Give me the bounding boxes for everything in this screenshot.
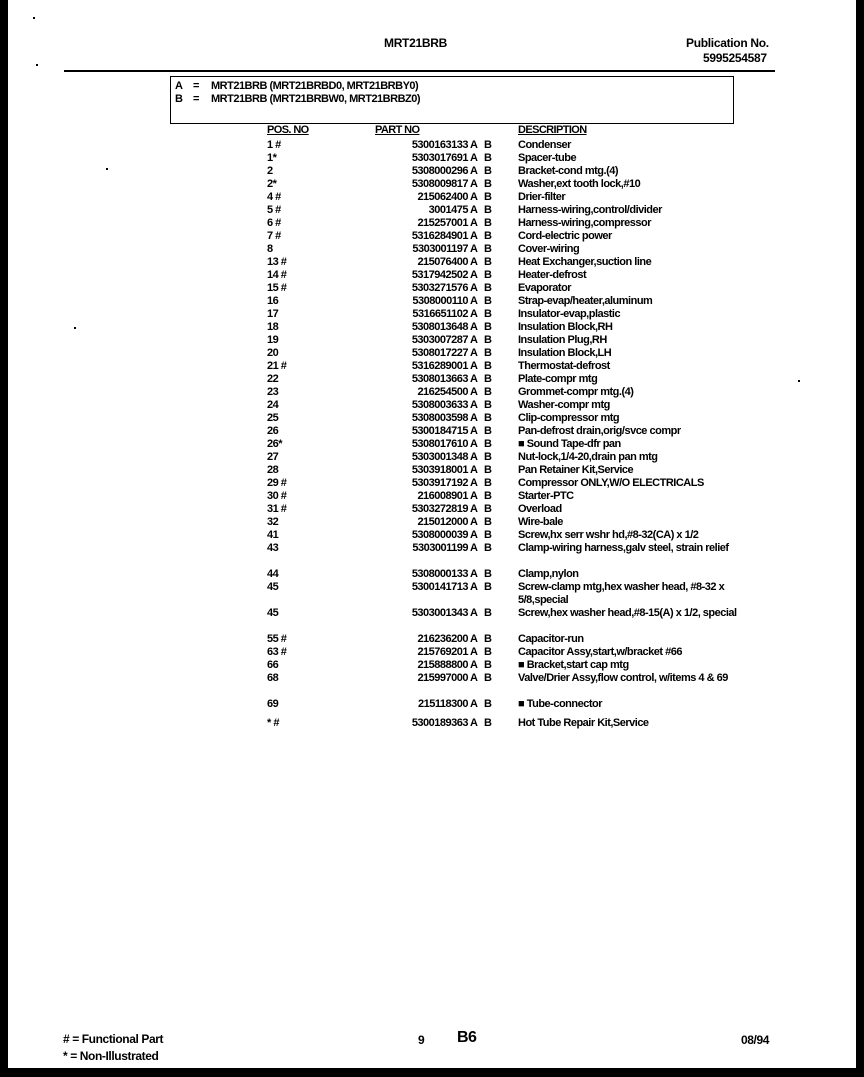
variant-b-flag: B xyxy=(484,360,492,372)
part-description: Nut-lock,1/4-20,drain pan mtg xyxy=(518,451,658,463)
table-row xyxy=(0,607,864,633)
part-number: 5303917192 xyxy=(411,477,468,489)
variant-a-flag: A xyxy=(470,373,478,385)
variant-b-flag: B xyxy=(484,451,492,463)
variant-b-flag: B xyxy=(484,568,492,580)
publication-label: Publication No. xyxy=(686,36,769,50)
variant-b-flag: B xyxy=(484,321,492,333)
variant-b-flag: B xyxy=(484,633,492,645)
part-number: 5303001348 xyxy=(411,451,468,463)
variant-a-flag: A xyxy=(470,347,478,359)
variant-b-flag: B xyxy=(484,347,492,359)
table-row xyxy=(0,698,864,711)
table-row xyxy=(0,191,864,204)
variant-b-flag: B xyxy=(484,516,492,528)
variant-b-flag: B xyxy=(484,399,492,411)
part-number: 215769201 xyxy=(417,646,468,658)
position-number: 24 xyxy=(267,399,279,411)
variant-b-flag: B xyxy=(484,152,492,164)
table-row xyxy=(0,451,864,464)
part-description: Wire-bale xyxy=(518,516,563,528)
variant-a-flag: A xyxy=(470,399,478,411)
position-number: 41 xyxy=(267,529,279,541)
part-number: 3001475 xyxy=(428,204,468,216)
table-row xyxy=(0,230,864,243)
table-row xyxy=(0,360,864,373)
part-number: 5300141713 xyxy=(411,581,468,593)
part-description: Pan-defrost drain,orig/svce compr xyxy=(518,425,681,437)
position-number: 15 # xyxy=(267,282,287,294)
column-header-part: PART NO xyxy=(375,124,420,136)
part-number: 5308003598 xyxy=(411,412,468,424)
table-row xyxy=(0,425,864,438)
part-description: Heater-defrost xyxy=(518,269,587,281)
variant-b-flag: B xyxy=(484,646,492,658)
position-number: 18 xyxy=(267,321,279,333)
part-number: 215997000 xyxy=(417,672,468,684)
position-number: 4 # xyxy=(267,191,281,203)
variant-a-flag: A xyxy=(470,386,478,398)
legend-non-illustrated: * = Non-Illustrated xyxy=(63,1049,159,1063)
part-description: Thermostat-defrost xyxy=(518,360,610,372)
variant-a-flag: A xyxy=(470,334,478,346)
variant-b-flag: B xyxy=(484,529,492,541)
variant-b-flag: B xyxy=(484,477,492,489)
part-number: 5308013663 xyxy=(411,373,468,385)
part-number: 5308009817 xyxy=(411,178,468,190)
variant-b-flag: B xyxy=(484,334,492,346)
variant-b-flag: B xyxy=(484,308,492,320)
part-description: Condenser xyxy=(518,139,571,151)
variant-a-flag: A xyxy=(470,425,478,437)
position-number: 1* xyxy=(267,152,277,164)
table-row xyxy=(0,334,864,347)
variant-b-flag: B xyxy=(484,438,492,450)
table-row xyxy=(0,568,864,581)
position-number: 22 xyxy=(267,373,279,385)
position-number: 43 xyxy=(267,542,279,554)
variant-code: B xyxy=(175,93,183,105)
position-number: 30 # xyxy=(267,490,287,502)
variant-b-flag: B xyxy=(484,269,492,281)
scan-mark xyxy=(33,17,35,19)
part-number: 5308000110 xyxy=(412,295,468,307)
part-description: Insulator-evap,plastic xyxy=(518,308,621,320)
table-row xyxy=(0,672,864,698)
variant-b-flag: B xyxy=(484,659,492,671)
table-row xyxy=(0,269,864,282)
table-row xyxy=(0,373,864,386)
table-row xyxy=(0,529,864,542)
variant-b-flag: B xyxy=(484,464,492,476)
variant-a-flag: A xyxy=(470,672,478,684)
variant-b-flag: B xyxy=(484,204,492,216)
part-description: Bracket-cond mtg.(4) xyxy=(518,165,619,177)
part-description: Hot Tube Repair Kit,Service xyxy=(518,717,649,729)
part-number: 216236200 xyxy=(417,633,468,645)
variant-a-flag: A xyxy=(470,451,478,463)
variant-b-flag: B xyxy=(484,425,492,437)
variant-a-flag: A xyxy=(470,698,478,710)
part-description: ■ Tube-connector xyxy=(518,698,602,710)
part-number: 215888800 xyxy=(417,659,468,671)
part-number: 5300184715 xyxy=(411,425,468,437)
part-number: 5308017227 xyxy=(411,347,468,359)
publication-date: 08/94 xyxy=(741,1033,770,1047)
variant-a-flag: A xyxy=(470,269,478,281)
position-number: 21 # xyxy=(267,360,287,372)
variant-b-flag: B xyxy=(484,581,492,593)
part-number: 5316289001 xyxy=(411,360,468,372)
position-number: 68 xyxy=(267,672,279,684)
part-number: 5316284901 xyxy=(411,230,468,242)
variant-b-flag: B xyxy=(484,717,492,729)
part-number: 5308013648 xyxy=(411,321,468,333)
part-number: 215076400 xyxy=(417,256,468,268)
position-number: 55 # xyxy=(267,633,287,645)
publication-number: 5995254587 xyxy=(703,51,767,65)
part-number: 5303001343 xyxy=(411,607,468,619)
part-number: 215257001 xyxy=(417,217,468,229)
variant-text: MRT21BRB (MRT21BRBD0, MRT21BRBY0) xyxy=(211,80,419,92)
column-header-pos: POS. NO xyxy=(267,124,309,136)
variant-a-flag: A xyxy=(470,217,478,229)
part-description: Insulation Block,RH xyxy=(518,321,613,333)
part-number: 215118300 xyxy=(418,698,468,710)
table-row xyxy=(0,542,864,568)
table-row xyxy=(0,139,864,152)
variant-b-flag: B xyxy=(484,217,492,229)
table-row xyxy=(0,178,864,191)
position-number: 2 xyxy=(267,165,273,177)
table-row xyxy=(0,308,864,321)
part-number: 215062400 xyxy=(417,191,468,203)
part-description: Washer-compr mtg xyxy=(518,399,610,411)
position-number: 45 xyxy=(267,607,279,619)
part-number: 5303007287 xyxy=(411,334,468,346)
table-row xyxy=(0,646,864,659)
part-description: Screw,hx serr wshr hd,#8-32(CA) x 1/2 xyxy=(518,529,699,541)
legend-functional: # = Functional Part xyxy=(63,1032,164,1046)
variant-a-flag: A xyxy=(470,165,478,177)
variant-a-flag: A xyxy=(470,633,478,645)
table-row xyxy=(0,477,864,490)
position-number: 1 # xyxy=(267,139,281,151)
part-description: Starter-PTC xyxy=(518,490,574,502)
position-number: 29 # xyxy=(267,477,287,489)
part-description: Evaporator xyxy=(518,282,572,294)
variant-legend-box xyxy=(170,76,734,124)
variant-b-flag: B xyxy=(484,542,492,554)
part-description: Compressor ONLY,W/O ELECTRICALS xyxy=(518,477,704,489)
table-row xyxy=(0,386,864,399)
position-number: 66 xyxy=(267,659,279,671)
part-number: 5316651102 xyxy=(412,308,468,320)
position-number: 25 xyxy=(267,412,279,424)
part-description: Screw,hex washer head,#8-15(A) x 1/2, special xyxy=(518,607,737,619)
variant-a-flag: A xyxy=(470,178,478,190)
part-description: Pan Retainer Kit,Service xyxy=(518,464,634,476)
variant-a-flag: A xyxy=(470,256,478,268)
part-description: Cover-wiring xyxy=(518,243,580,255)
variant-a-flag: A xyxy=(470,360,478,372)
position-number: 8 xyxy=(267,243,273,255)
variant-a-flag: A xyxy=(470,152,478,164)
variant-b-flag: B xyxy=(484,295,492,307)
table-row xyxy=(0,581,864,607)
variant-a-flag: A xyxy=(470,503,478,515)
variant-line-b xyxy=(175,93,420,105)
part-description: Screw-clamp mtg,hex washer head, #8-32 x 5/8,special xyxy=(518,581,725,606)
variant-a-flag: A xyxy=(470,438,478,450)
part-description: Washer,ext tooth lock,#10 xyxy=(518,178,641,190)
variant-a-flag: A xyxy=(470,516,478,528)
variant-a-flag: A xyxy=(470,139,478,151)
part-number: 5303001199 xyxy=(412,542,468,554)
part-number: 5317942502 xyxy=(411,269,468,281)
position-number: 5 # xyxy=(267,204,281,216)
variant-b-flag: B xyxy=(484,230,492,242)
position-number: 2* xyxy=(267,178,277,190)
table-row xyxy=(0,464,864,477)
part-description: Capacitor-run xyxy=(518,633,584,645)
position-number: 44 xyxy=(267,568,279,580)
table-row xyxy=(0,152,864,165)
part-description: ■ Bracket,start cap mtg xyxy=(518,659,629,671)
position-number: 32 xyxy=(267,516,279,528)
table-row xyxy=(0,321,864,334)
position-number: 6 # xyxy=(267,217,281,229)
position-number: 13 # xyxy=(267,256,287,268)
part-number: 5303271576 xyxy=(411,282,468,294)
part-description: Insulation Plug,RH xyxy=(518,334,607,346)
part-description: Capacitor Assy,start,w/bracket #66 xyxy=(518,646,682,658)
table-row xyxy=(0,659,864,672)
position-number: 23 xyxy=(267,386,279,398)
position-number: 7 # xyxy=(267,230,281,242)
variant-b-flag: B xyxy=(484,373,492,385)
variant-a-flag: A xyxy=(470,529,478,541)
variant-a-flag: A xyxy=(470,477,478,489)
part-description: Drier-filter xyxy=(518,191,566,203)
part-description: Overload xyxy=(518,503,562,515)
variant-b-flag: B xyxy=(484,503,492,515)
part-description: Clamp-wiring harness,galv steel, strain relief xyxy=(518,542,729,554)
position-number: 26 xyxy=(267,425,279,437)
part-number: 5308017610 xyxy=(411,438,468,450)
variant-b-flag: B xyxy=(484,698,492,710)
variant-b-flag: B xyxy=(484,243,492,255)
variant-b-flag: B xyxy=(484,139,492,151)
table-row xyxy=(0,243,864,256)
variant-equals: = xyxy=(193,80,199,92)
variant-b-flag: B xyxy=(484,282,492,294)
part-description: Clamp,nylon xyxy=(518,568,579,580)
table-row xyxy=(0,490,864,503)
part-description: Cord-electric power xyxy=(518,230,612,242)
variant-a-flag: A xyxy=(470,243,478,255)
variant-a-flag: A xyxy=(470,568,478,580)
part-number: 216008901 xyxy=(417,490,468,502)
part-description: ■ Sound Tape-dfr pan xyxy=(518,438,621,450)
part-description: Clip-compressor mtg xyxy=(518,412,620,424)
table-row xyxy=(0,282,864,295)
variant-b-flag: B xyxy=(484,191,492,203)
part-description: Harness-wiring,control/divider xyxy=(518,204,662,216)
variant-b-flag: B xyxy=(484,412,492,424)
variant-line-a xyxy=(175,80,418,92)
position-number: 16 xyxy=(267,295,279,307)
variant-a-flag: A xyxy=(470,321,478,333)
table-row xyxy=(0,399,864,412)
position-number: 45 xyxy=(267,581,279,593)
part-description: Strap-evap/heater,aluminum xyxy=(518,295,653,307)
table-row xyxy=(0,633,864,646)
part-number: 5303001197 xyxy=(412,243,468,255)
section-code: B6 xyxy=(457,1029,477,1046)
position-number: 27 xyxy=(267,451,279,463)
variant-a-flag: A xyxy=(470,282,478,294)
variant-b-flag: B xyxy=(484,256,492,268)
part-description: Harness-wiring,compressor xyxy=(518,217,651,229)
part-number: 5308003633 xyxy=(411,399,468,411)
part-number: 215012000 xyxy=(417,516,468,528)
position-number: * # xyxy=(267,717,279,729)
part-description: Heat Exchanger,suction line xyxy=(518,256,652,268)
variant-b-flag: B xyxy=(484,178,492,190)
part-description: Plate-compr mtg xyxy=(518,373,598,385)
part-description: Insulation Block,LH xyxy=(518,347,612,359)
variant-b-flag: B xyxy=(484,607,492,619)
part-number: 216254500 xyxy=(417,386,468,398)
table-row xyxy=(0,503,864,516)
variant-a-flag: A xyxy=(470,542,478,554)
position-number: 26* xyxy=(267,438,283,450)
scan-mark xyxy=(36,64,38,66)
table-row xyxy=(0,217,864,230)
table-row xyxy=(0,295,864,308)
variant-b-flag: B xyxy=(484,490,492,502)
variant-b-flag: B xyxy=(484,165,492,177)
position-number: 19 xyxy=(267,334,279,346)
table-row xyxy=(0,256,864,269)
variant-b-flag: B xyxy=(484,672,492,684)
variant-a-flag: A xyxy=(470,490,478,502)
variant-a-flag: A xyxy=(470,607,478,619)
position-number: 17 xyxy=(267,308,279,320)
position-number: 69 xyxy=(267,698,279,710)
page-number: 9 xyxy=(418,1033,425,1047)
part-number: 5303272819 xyxy=(411,503,468,515)
variant-text: MRT21BRB (MRT21BRBW0, MRT21BRBZ0) xyxy=(211,93,421,105)
position-number: 14 # xyxy=(267,269,287,281)
table-row xyxy=(0,412,864,425)
variant-a-flag: A xyxy=(470,717,478,729)
column-header-description: DESCRIPTION xyxy=(518,124,587,136)
variant-a-flag: A xyxy=(470,230,478,242)
variant-b-flag: B xyxy=(484,386,492,398)
part-number: 5308000133 xyxy=(411,568,468,580)
position-number: 31 # xyxy=(267,503,287,515)
variant-a-flag: A xyxy=(470,191,478,203)
variant-a-flag: A xyxy=(470,308,478,320)
part-description: Valve/Drier Assy,flow control, w/items 4 & 69 xyxy=(518,672,728,684)
part-number: 5308000039 xyxy=(411,529,468,541)
variant-a-flag: A xyxy=(470,464,478,476)
table-row xyxy=(0,165,864,178)
part-number: 5308000296 xyxy=(411,165,468,177)
part-number: 5303918001 xyxy=(411,464,468,476)
table-row xyxy=(0,717,864,730)
variant-a-flag: A xyxy=(470,659,478,671)
variant-a-flag: A xyxy=(470,412,478,424)
part-number: 5303017691 xyxy=(411,152,468,164)
part-description: Spacer-tube xyxy=(518,152,577,164)
header-rule xyxy=(64,70,775,72)
parts-list xyxy=(0,139,864,730)
position-number: 63 # xyxy=(267,646,287,658)
table-row xyxy=(0,438,864,451)
part-number: 5300163133 xyxy=(411,139,468,151)
position-number: 20 xyxy=(267,347,279,359)
part-number: 5300189363 xyxy=(411,717,468,729)
variant-code: A xyxy=(175,80,183,92)
variant-a-flag: A xyxy=(470,646,478,658)
variant-a-flag: A xyxy=(470,204,478,216)
table-row xyxy=(0,516,864,529)
variant-a-flag: A xyxy=(470,295,478,307)
table-row xyxy=(0,347,864,360)
position-number: 28 xyxy=(267,464,279,476)
variant-equals: = xyxy=(193,93,199,105)
model-number: MRT21BRB xyxy=(384,36,447,50)
table-row xyxy=(0,204,864,217)
variant-a-flag: A xyxy=(470,581,478,593)
part-description: Grommet-compr mtg.(4) xyxy=(518,386,634,398)
bottom-border xyxy=(0,1068,864,1077)
